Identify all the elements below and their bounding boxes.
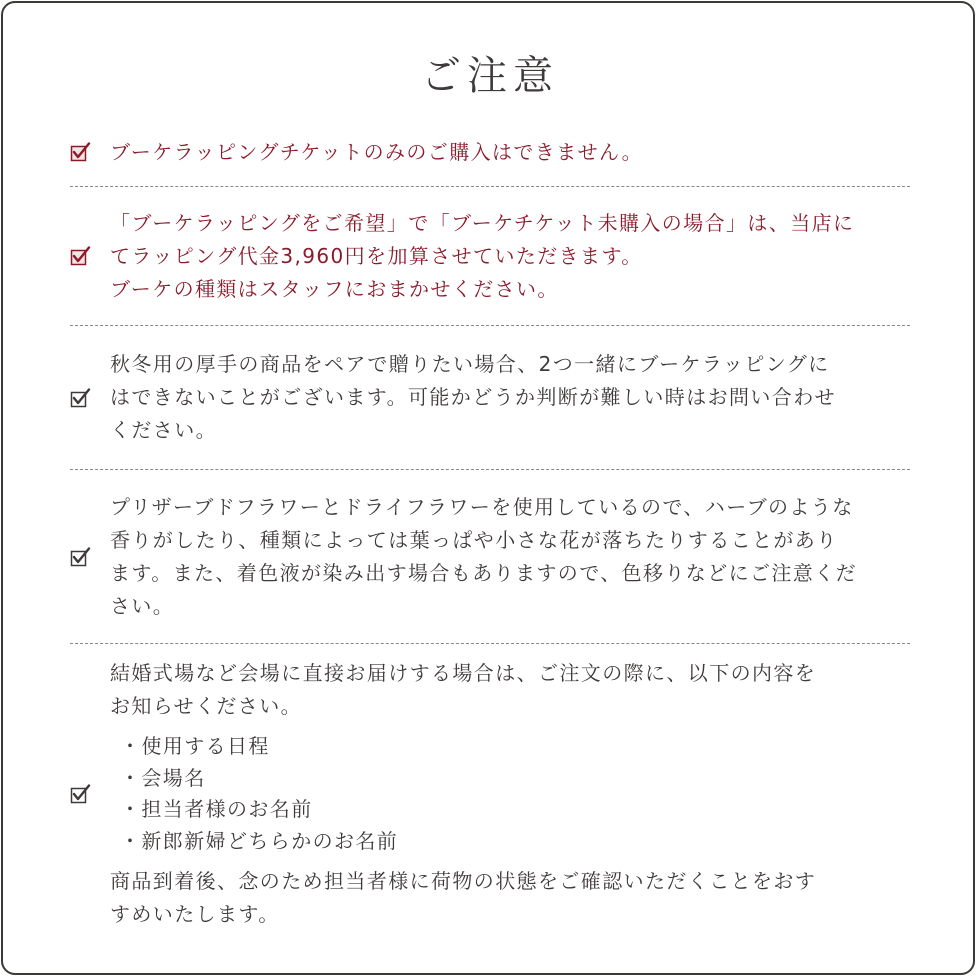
notice-text: さい。	[110, 593, 175, 618]
notice-text: 秋冬用の厚手の商品をペアで贈りたい場合、2つ一緒にブーケラッピングに	[110, 352, 830, 376]
checkbox-icon	[70, 246, 110, 266]
notice-text: ください。	[110, 418, 217, 442]
info-list-item: ・新郎新婦どちらかのお名前	[120, 828, 399, 853]
notice-text: プリザーブドフラワーとドライフラワーを使用しているので、ハーブのような	[110, 494, 854, 519]
notice-text: ます。また、着色液が染み出す場合もありますので、色移りなどにご注意くだ	[110, 560, 857, 585]
notice-text: 商品到着後、念のため担当者様に荷物の状態をご確認いただくことをおす	[110, 869, 817, 893]
notice-text: ブーケラッピングチケットのみのご購入はできません。	[110, 139, 643, 164]
page-title: ご注意	[421, 53, 559, 99]
notice-text: すめいたします。	[110, 902, 280, 926]
checkbox-icon	[70, 388, 110, 408]
notice-item	[70, 118, 910, 187]
info-list-item: ・使用する日程	[120, 734, 270, 758]
notice-item	[70, 187, 910, 326]
notice-item	[70, 470, 910, 644]
notice-text: ブーケの種類はスタッフにおまかせください。	[110, 276, 559, 301]
notice-text: お知らせください。	[110, 694, 302, 718]
info-list-item: ・担当者様のお名前	[120, 797, 313, 821]
notice-text: てラッピング代金3,960円を加算させていただきます。	[110, 243, 643, 268]
checkbox-icon	[70, 784, 110, 804]
notice-item	[70, 326, 910, 470]
info-list	[120, 731, 910, 857]
notice-text: 「ブーケラッピングをご希望」で「ブーケチケット未購入の場合」は、当店に	[110, 210, 855, 235]
notice-text: 結婚式場など会場に直接お届けする場合は、ご注文の際に、以下の内容を	[110, 661, 817, 685]
notice-list	[70, 118, 910, 944]
notice-text: はできないことがございます。可能かどうか判断が難しい時はお問い合わせ	[110, 385, 836, 409]
notice-text: 香りがしたり、種類によっては葉っぱや小さな花が落ちたりすることがあり	[110, 527, 838, 552]
notice-item	[70, 644, 910, 944]
info-list-item: ・会場名	[120, 765, 206, 790]
checkbox-icon	[70, 142, 110, 162]
checkbox-icon	[70, 547, 110, 567]
